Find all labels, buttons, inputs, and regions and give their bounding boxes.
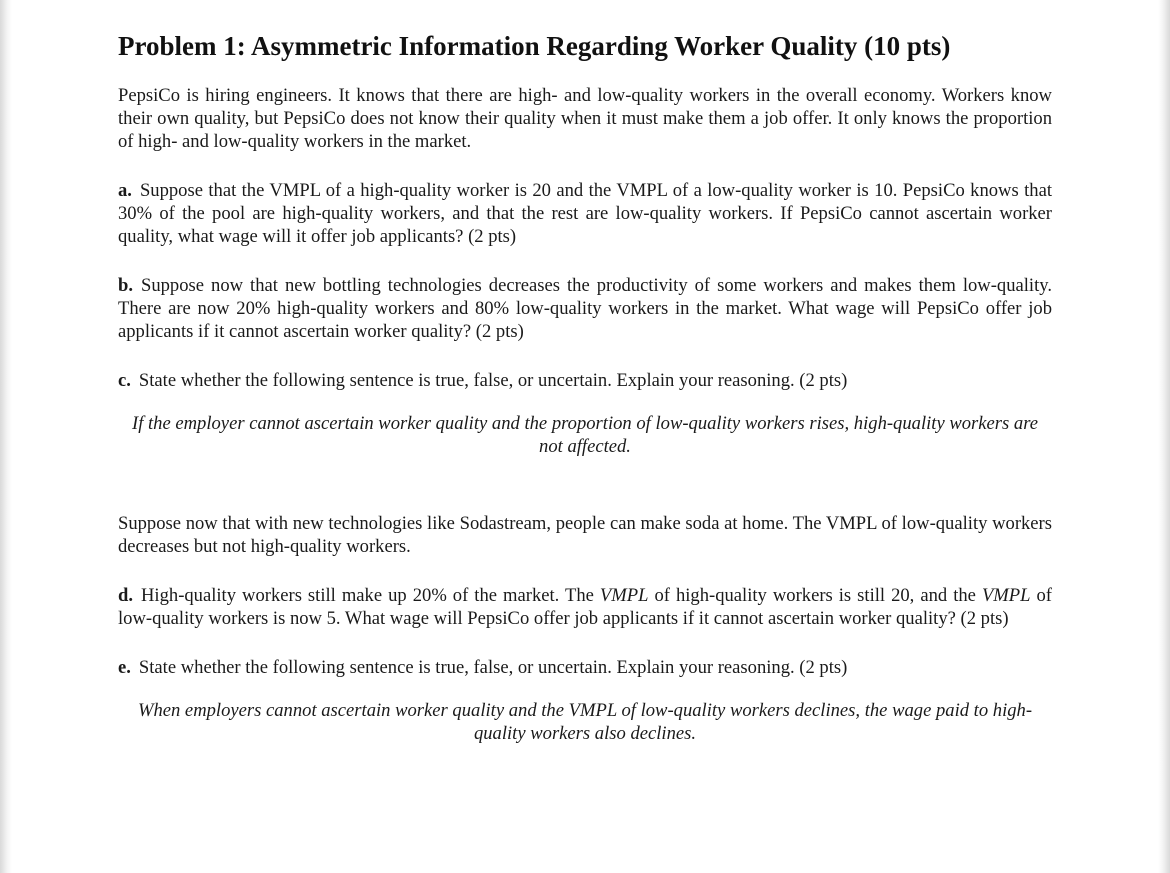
part-e-text: State whether the following sentence is true, false, or uncertain. Explain your reasoning. (2 pts): [138, 657, 848, 678]
problem-title: Problem 1: Asymmetric Information Regarding Worker Quality (10 pts): [118, 31, 951, 61]
page-edge-right: [1158, 0, 1170, 873]
part-c: [118, 369, 1052, 392]
intro-paragraph: PepsiCo is hiring engineers. It knows that there are high- and low-quality workers in the overall economy. Workers know their own quality, but PepsiCo does not know their quality when it must make them a job offer. It only knows the proportion of high- and low-quality workers in the market.: [118, 85, 1052, 152]
part-b-label: b.: [118, 275, 133, 296]
document-page: [118, 28, 1052, 745]
sodastream-paragraph: Suppose now that with new technologies like Sodastream, people can make soda at home. The VMPL of low-quality workers decreases but not high-quality workers.: [118, 513, 1052, 557]
part-c-label: c.: [118, 370, 131, 391]
part-c-statement: If the employer cannot ascertain worker quality and the proportion of low-quality workers rises, high-quality workers are not affected.: [132, 413, 1038, 457]
part-d-label: d.: [118, 585, 133, 606]
part-d-vmpl-2: VMPL: [981, 585, 1031, 606]
part-d: [118, 584, 1052, 630]
part-b-text: Suppose now that new bottling technologies decreases the productivity of some workers and makes them low-quality. There are now 20% high-quality workers and 80% low-quality workers in the market. What wage will PepsiCo offer job applicants if it cannot ascertain worker quality? (2 pts): [118, 275, 1052, 342]
part-c-text: State whether the following sentence is true, false, or uncertain. Explain your reasoning. (2 pts): [138, 370, 848, 391]
part-a: [118, 179, 1052, 248]
part-e: [118, 656, 1052, 679]
part-a-text: Suppose that the VMPL of a high-quality worker is 20 and the VMPL of a low-quality worker is 10. PepsiCo knows that 30% of the pool are high-quality workers, and that the rest are low-quality workers. If PepsiCo cannot ascertain worker quality, what wage will it offer job applicants? (2 pts): [118, 180, 1052, 247]
page-edge-left: [0, 0, 12, 873]
part-e-label: e.: [118, 657, 131, 678]
part-d-vmpl-1: VMPL: [599, 585, 649, 606]
part-a-label: a.: [118, 180, 132, 201]
part-e-statement: When employers cannot ascertain worker quality and the VMPL of low-quality workers declines, the wage paid to high-quality workers also declines.: [137, 700, 1033, 744]
part-d-text-1: High-quality workers still make up 20% of the market. The: [141, 585, 594, 606]
part-b: [118, 274, 1052, 343]
part-d-text-3: of low-quality workers is now 5. What wage will PepsiCo offer job applicants if it cannot ascertain worker quality? (2 pts): [118, 585, 1052, 629]
part-d-text-2: of high-quality workers is still 20, and the: [654, 585, 976, 606]
